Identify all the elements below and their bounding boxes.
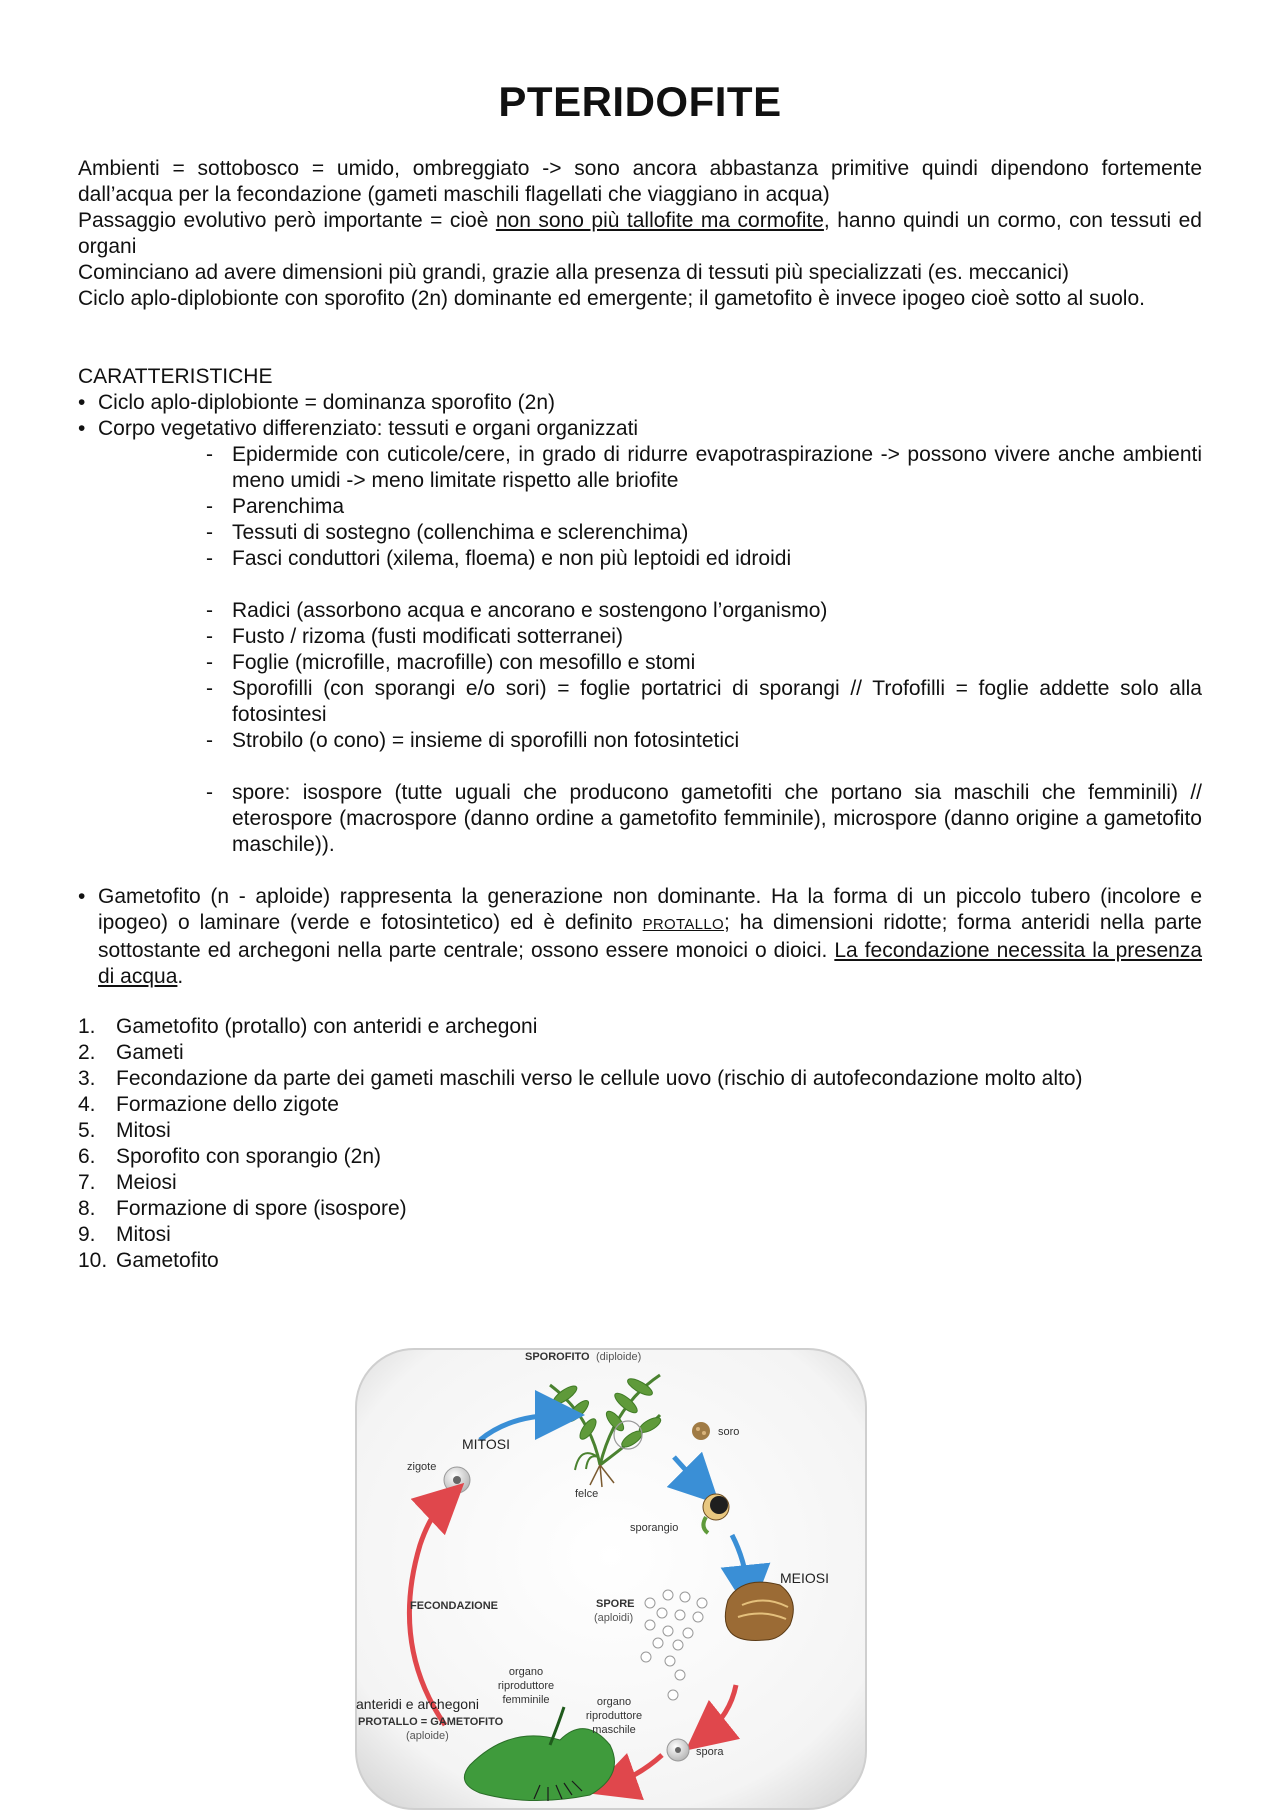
dash-mark: - (206, 547, 213, 570)
organ-item: - Radici (assorbono acqua e ancorano e sostengono l’organismo) (206, 599, 828, 622)
intro-line-size: Cominciano ad avere dimensioni più grandi, grazie alla presenza di tessuti più specializzati (es. meccanici) (78, 261, 1069, 284)
protallo-term: PROTALLO (642, 916, 724, 933)
label-meiosi: MEIOSI (780, 1570, 830, 1586)
dash-mark: - (206, 521, 213, 544)
organ-item: - Strobilo (o cono) = insieme di sporofilli non fotosintetici (206, 729, 740, 752)
label-mitosi: MITOSI (462, 1436, 510, 1452)
underlined-fecondazione: La fecondazione necessita la presenza di acqua (98, 939, 1202, 988)
open-sporangium-icon (725, 1582, 793, 1640)
page-title: PTERIDOFITE (498, 78, 782, 125)
bullet-mark: • (78, 417, 86, 440)
step-item: 9. Mitosi (78, 1223, 171, 1246)
organ-item: - Foglie (microfille, macrofille) con mesofillo e stomi (206, 651, 696, 674)
step-item: 1. Gametofito (protallo) con anteridi e archegoni (78, 1015, 538, 1038)
bullet-item: • Corpo vegetativo differenziato: tessuti e organi organizzati (78, 417, 639, 440)
label-fecondazione: FECONDAZIONE (410, 1600, 498, 1612)
label-felce: felce (575, 1488, 599, 1500)
spores-item: - spore: isospore (tutte uguali che producono gametofiti che portano sia maschili che femminili) // eterospore (macrospore (danno ordine a gametofito femminile), microspore (danno origine a gametofito maschile)). (206, 781, 1202, 856)
step-item: 3. Fecondazione da parte dei gameti maschili verso le cellule uovo (rischio di autofecondazione molto alto) (78, 1067, 1083, 1090)
label-spora: spora (696, 1746, 724, 1758)
underlined-cormofite: non sono più tallofite ma cormofite (495, 209, 824, 232)
label-sporofito: SPOROFITO (525, 1351, 590, 1363)
bullet-mark: • (78, 391, 86, 414)
organ-item: - Fusto / rizoma (fusti modificati sotterranei) (206, 625, 623, 648)
label-organo-m-2: riproduttore (585, 1710, 643, 1722)
tissue-item: - Fasci conduttori (xilema, floema) e non più leptoidi ed idroidi (206, 547, 792, 570)
step-item: 4. Formazione dello zigote (78, 1093, 339, 1116)
label-spore: SPORE (596, 1598, 635, 1610)
label-diploide: (diploide) (596, 1351, 642, 1363)
step-item: 5. Mitosi (78, 1119, 171, 1142)
intro-line-environment: Ambienti = sottobosco = umido, ombreggiato -> sono ancora abbastanza primitive quindi dipendono fortemente dall’acqua per la fecondazione (gameti maschili flagellati che viaggiano in acqua) (78, 157, 1202, 206)
intro-line-cycle: Ciclo aplo-diplobionte con sporofito (2n) dominante ed emergente; il gametofito è invece ipogeo cioè sotto al suolo. (78, 287, 1145, 310)
tissue-item: - Epidermide con cuticole/cere, in grado di ridurre evapotraspirazione -> possono vivere anche ambienti meno umidi -> meno limitate rispetto alle briofite (206, 443, 1202, 492)
label-zigote: zigote (407, 1461, 437, 1473)
cycle-steps-list (78, 1014, 1202, 1274)
dash-mark: - (206, 625, 213, 648)
characteristics-section (78, 364, 1202, 990)
dash-mark: - (206, 781, 213, 804)
step-item: 8. Formazione di spore (isospore) (78, 1197, 407, 1220)
step-item: 6. Sporofito con sporangio (2n) (78, 1145, 381, 1168)
label-aploide: (aploide) (406, 1730, 449, 1742)
bullet-item: • Ciclo aplo-diplobionte = dominanza sporofito (2n) (78, 391, 556, 414)
dash-mark: - (206, 677, 213, 700)
step-item: 7. Meiosi (78, 1171, 177, 1194)
dash-mark: - (206, 651, 213, 674)
step-item: 10. Gametofito (78, 1249, 219, 1272)
bullet-mark: • (78, 885, 86, 908)
intro-block (78, 156, 1202, 312)
fern-life-cycle-diagram (350, 1345, 872, 1811)
label-organo-m-1: organo (596, 1696, 632, 1708)
dash-mark: - (206, 599, 213, 622)
label-protallo-gametofito: PROTALLO = GAMETOFITO (358, 1716, 504, 1728)
dash-mark: - (206, 443, 213, 466)
soro-icon (692, 1422, 710, 1440)
gametofito-bullet: • Gametofito (n - aploide) rappresenta la generazione non dominante. Ha la forma di un piccolo tubero (incolore e ipogeo) o laminare (verde e fotosintetico) ed è definito PROTALLO; ha dimensioni ridotte; forma anteridi nella parte sottostante ed archegoni nella parte centrale; ossono essere monoici o dioici. La fecondazione necessita la presenza di acqua. (78, 885, 1202, 988)
label-organo-f-3: femminile (502, 1694, 550, 1706)
intro-line-evolution: Passaggio evolutivo però importante = cioè non sono più tallofite ma cormofite, hanno quindi un cormo, con tessuti ed organi (78, 209, 1202, 258)
step-item: 2. Gameti (78, 1041, 184, 1064)
label-soro: soro (718, 1426, 740, 1438)
label-sporangio: sporangio (630, 1522, 679, 1534)
organ-item: - Sporofilli (con sporangi e/o sori) = foglie portatrici di sporangi // Trofofilli = foglie addette solo alla fotosintesi (206, 677, 1202, 726)
dash-mark: - (206, 495, 213, 518)
dash-mark: - (206, 729, 213, 752)
tissue-item: - Parenchima (206, 495, 345, 518)
label-aploidi: (aploidi) (594, 1612, 634, 1624)
section-title: CARATTERISTICHE (78, 365, 273, 388)
label-organo-f-2: riproduttore (497, 1680, 555, 1692)
tissue-item: - Tessuti di sostegno (collenchima e sclerenchima) (206, 521, 689, 544)
label-organo-m-3: maschile (592, 1724, 636, 1736)
label-anteridi-archegoni: anteridi e archegoni (356, 1696, 479, 1712)
label-organo-f-1: organo (508, 1666, 544, 1678)
